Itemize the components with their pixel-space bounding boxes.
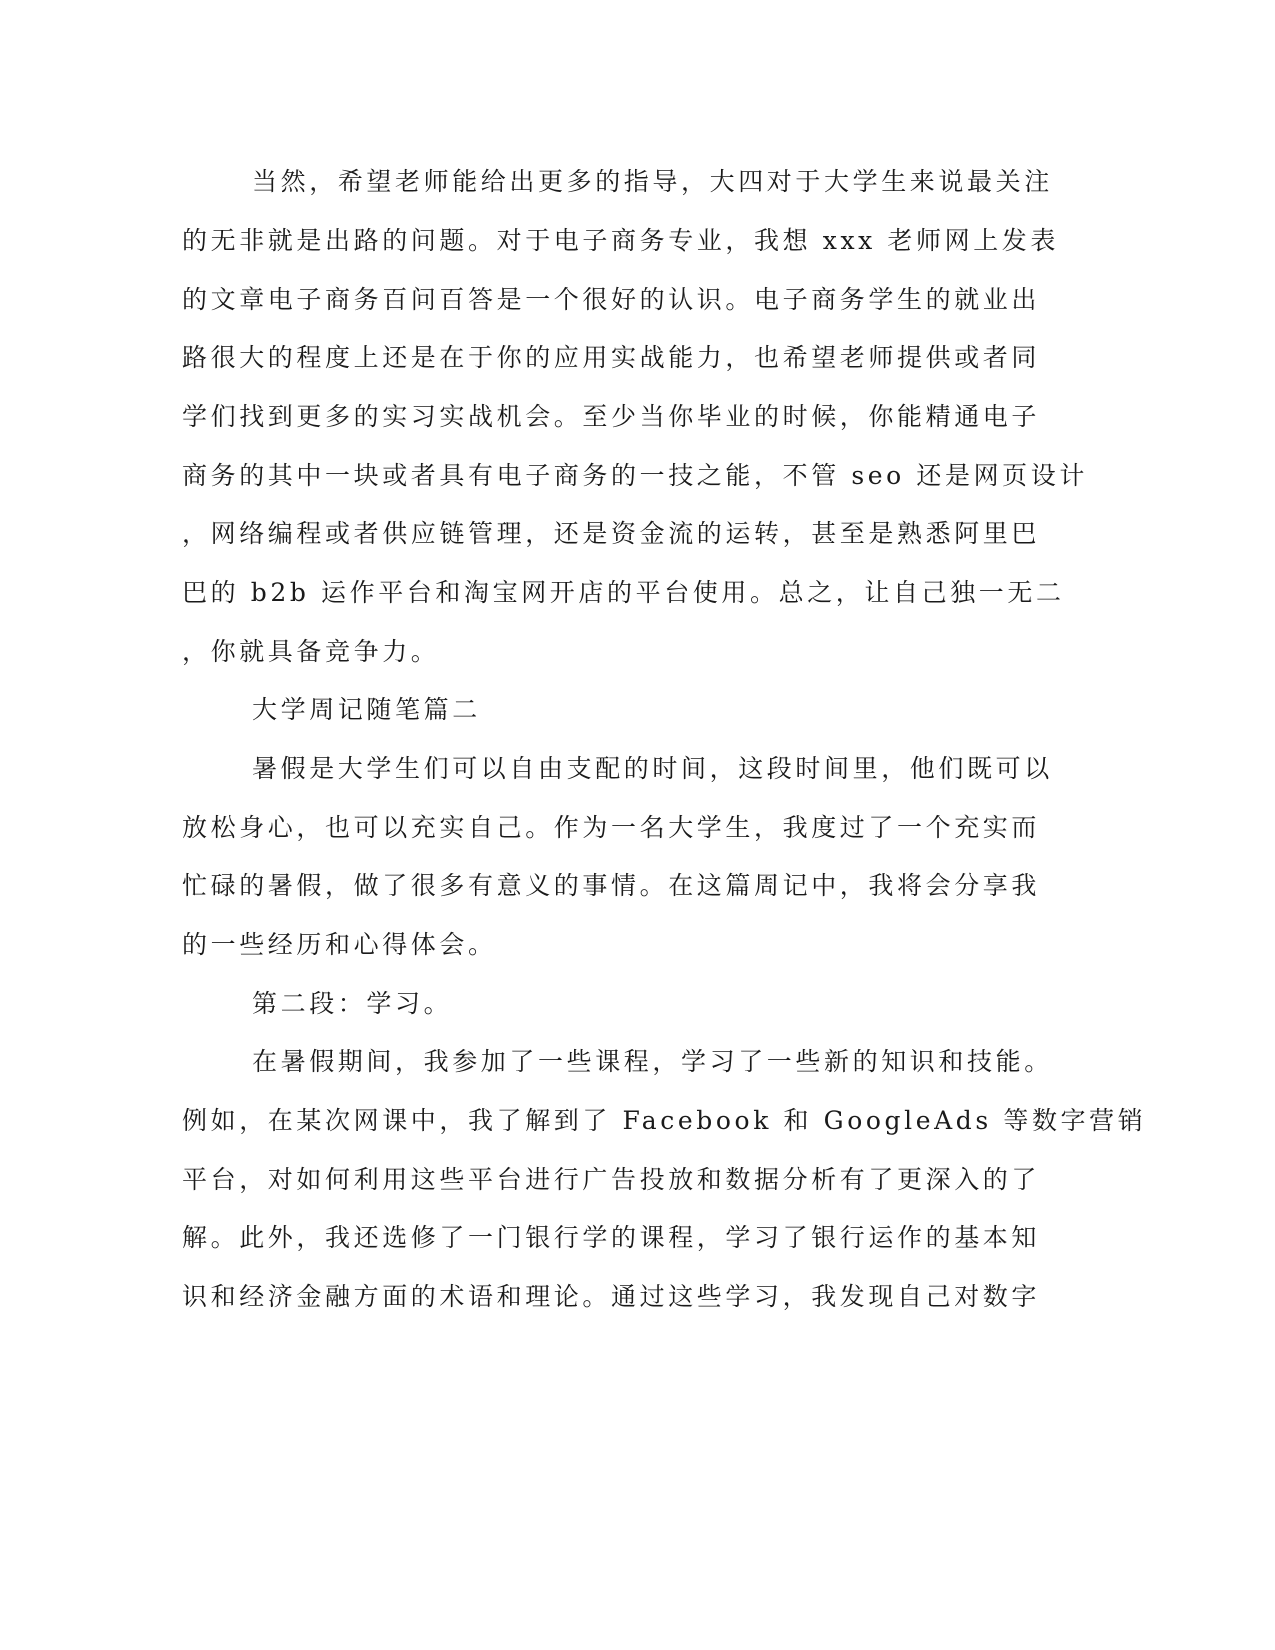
subsection-heading: 第二段：学习。 <box>252 989 453 1018</box>
paragraph-line: 在暑假期间，我参加了一些课程，学习了一些新的知识和技能。 <box>252 1047 1053 1076</box>
paragraph-line: ，你就具备竞争力。 <box>182 637 440 666</box>
paragraph-line: 暑假是大学生们可以自由支配的时间，这段时间里，他们既可以 <box>252 754 1053 783</box>
paragraph-line: 忙碌的暑假，做了很多有意义的事情。在这篇周记中，我将会分享我 <box>182 871 1041 900</box>
paragraph-line: 的无非就是出路的问题。对于电子商务专业，我想 xxx 老师网上发表 <box>182 226 1059 255</box>
paragraph-line: 路很大的程度上还是在于你的应用实战能力，也希望老师提供或者同 <box>182 343 1041 372</box>
paragraph-line: 学们找到更多的实习实战机会。至少当你毕业的时候，你能精通电子 <box>182 402 1041 431</box>
paragraph-line: 例如，在某次网课中，我了解到了 Facebook 和 GoogleAds 等数字营销 <box>182 1106 1147 1135</box>
paragraph-line: ，网络编程或者供应链管理，还是资金流的运转，甚至是熟悉阿里巴 <box>182 519 1041 548</box>
paragraph-line: 识和经济金融方面的术语和理论。通过这些学习，我发现自己对数字 <box>182 1282 1041 1311</box>
paragraph-line: 放松身心，也可以充实自己。作为一名大学生，我度过了一个充实而 <box>182 813 1041 842</box>
section-heading: 大学周记随笔篇二 <box>252 695 481 724</box>
paragraph-line: 商务的其中一块或者具有电子商务的一技之能，不管 seo 还是网页设计 <box>182 461 1088 490</box>
paragraph-line: 解。此外，我还选修了一门银行学的课程，学习了银行运作的基本知 <box>182 1223 1041 1252</box>
paragraph-line: 的一些经历和心得体会。 <box>182 930 497 959</box>
paragraph-line: 平台，对如何利用这些平台进行广告投放和数据分析有了更深入的了 <box>182 1165 1041 1194</box>
paragraph-line: 当然，希望老师能给出更多的指导，大四对于大学生来说最关注 <box>252 167 1053 196</box>
paragraph-line: 的文章电子商务百问百答是一个很好的认识。电子商务学生的就业出 <box>182 285 1041 314</box>
paragraph-line: 巴的 b2b 运作平台和淘宝网开店的平台使用。总之，让自己独一无二 <box>182 578 1065 607</box>
